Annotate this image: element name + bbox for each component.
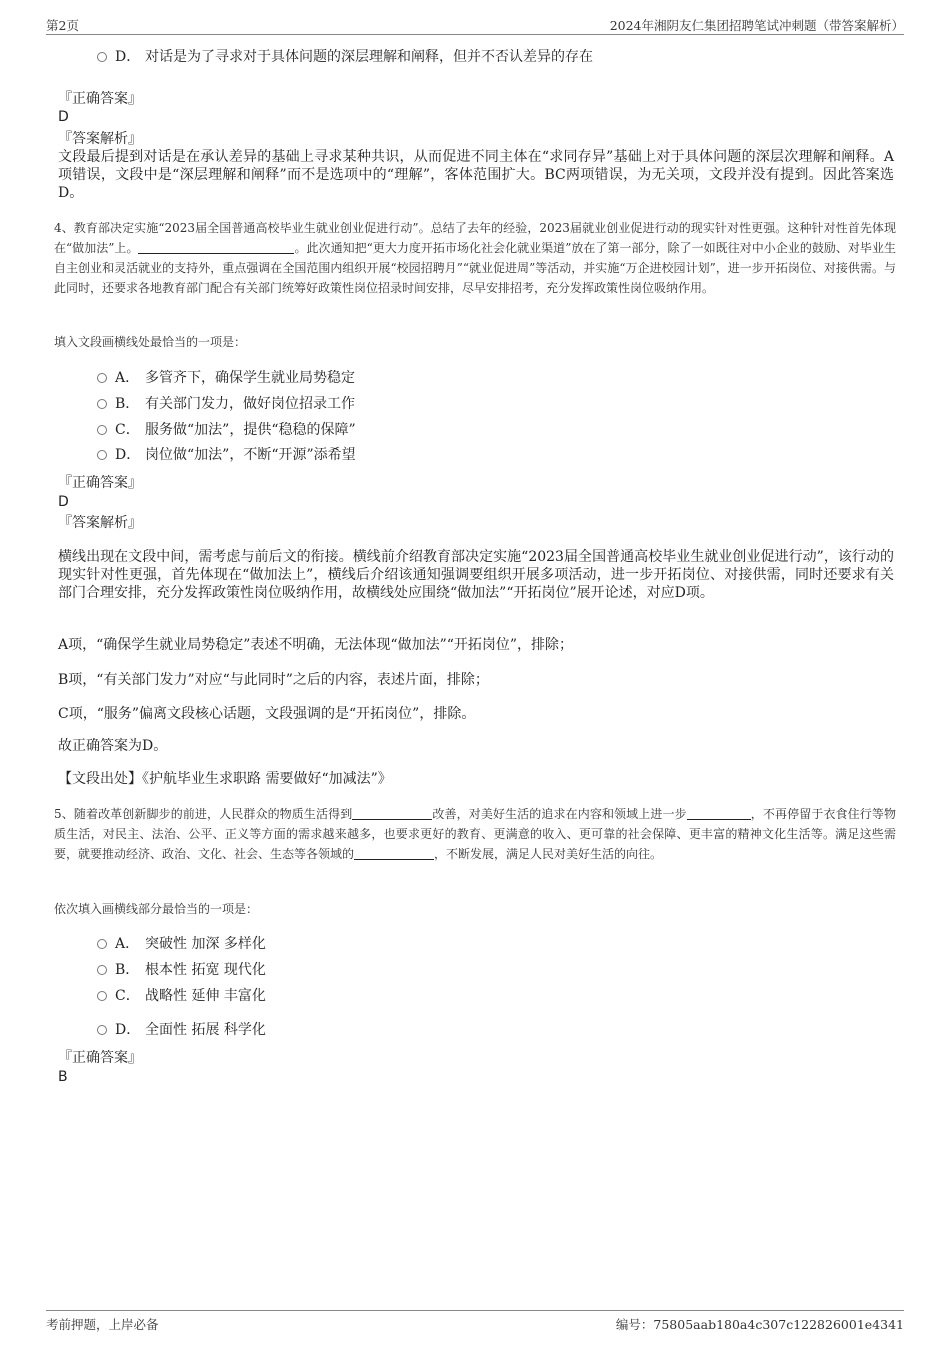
q5-option-d[interactable]: D． 全面性 拓展 科学化 xyxy=(97,1021,266,1039)
fill-blank xyxy=(138,241,294,254)
q4-stem: 4、教育部决定实施“2023届全国普通高校毕业生就业创业促进行动”。总结了去年的经验，2023届就业创业促进行动的现实针对性更强。这种针对性首先体现在“做加法”上。 。此次通知把“更大力度开拓市场化社会化就业渠道”放在了第一部分，除了一如既往对中小企业的鼓励、对毕业生自主创业和灵活就业的支持外，重点强调在全国范围内组织开展“校园招聘月”“就业促进周”等活动，并实施“万企进校园计划”，进一步开拓岗位、对接供需。与此同时，还要求各地教育部门配合有关部门统筹好政策性岗位招录时间安排，尽早安排招考，充分发挥政策性岗位吸纳作用。 xyxy=(54,221,896,295)
fill-blank xyxy=(354,847,434,860)
page-header xyxy=(46,16,904,35)
q4-answer: D xyxy=(58,494,69,510)
q4-analysis-conclusion: 故正确答案为D。 xyxy=(58,738,168,754)
q4-analysis-a: A项，“确保学生就业局势稳定”表述不明确，无法体现“做加法”“开拓岗位”，排除； xyxy=(58,637,574,653)
document-title: 2024年湘阴友仁集团招聘笔试冲刺题（带答案解析） xyxy=(609,18,904,33)
radio-icon[interactable] xyxy=(97,965,107,975)
radio-icon[interactable] xyxy=(97,399,107,409)
q5-option-b[interactable]: B． 根本性 拓宽 现代化 xyxy=(97,961,266,979)
fill-blank xyxy=(687,807,751,820)
radio-icon[interactable] xyxy=(97,425,107,435)
document-serial: 编号：75805aab180a4c307c122826001e4341 xyxy=(615,1317,904,1332)
q5-option-c[interactable]: C． 战略性 延伸 丰富化 xyxy=(97,987,266,1005)
q4-option-a[interactable]: A． 多管齐下，确保学生就业局势稳定 xyxy=(97,369,355,387)
q4-analysis-main: 横线出现在文段中间，需考虑与前后文的衔接。横线前介绍教育部决定实施“2023届全国普通高校毕业生就业创业促进行动”，该行动的现实针对性更强，首先体现在“做加法上”，横线后介绍该通知强调要组织开展多项活动，进一步开拓岗位、对接供需，同时还要求有关部门合理安排，充分发挥政策性岗位吸纳作用，故横线处应围绕“做加法”“开拓岗位”展开论述，对应D项。 xyxy=(58,549,894,601)
q4-analysis-c: C项，“服务”偏离文段核心话题，文段强调的是“开拓岗位”，排除。 xyxy=(58,706,476,722)
q4-option-d[interactable]: D． 岗位做“加法”，不断“开源”添希望 xyxy=(97,446,356,464)
radio-icon[interactable] xyxy=(97,373,107,383)
q5-stem: 5、随着改革创新脚步的前进，人民群众的物质生活得到 改善，对美好生活的追求在内容和领域上进一步 ，不再停留于衣食住行等物质生活，对民主、法治、公平、正义等方面的需求越来越多，也要求更好的教育、更满意的收入、更可靠的社会保障、更丰富的精神文化生活等。满足这些需要，就要推动经济、政治、文化、社会、生态等各领域的 ，不断发展，满足人民对美好生活的向往。 xyxy=(54,807,896,861)
q5-answer-label: 『正确答案』 xyxy=(58,1050,142,1066)
q4-answer-label: 『正确答案』 xyxy=(58,475,142,491)
q4-analysis-b: B项，“有关部门发力”对应“与此同时”之后的内容，表述片面，排除； xyxy=(58,672,489,688)
radio-icon[interactable] xyxy=(97,939,107,949)
page-number: 第2页 xyxy=(46,18,79,33)
q4-option-b[interactable]: B． 有关部门发力，做好岗位招录工作 xyxy=(97,395,355,413)
q3-analysis: 文段最后提到对话是在承认差异的基础上寻求某种共识，从而促进不同主体在“求同存异”基础上对于具体问题的深层次理解和阐释。A项错误，文段中是“深层理解和阐释”而不是选项中的“理解”，客体范围扩大。BC两项错误，为无关项，文段并没有提到。因此答案选D。 xyxy=(58,149,894,201)
q5-prompt: 依次填入画横线部分最恰当的一项是： xyxy=(54,902,259,916)
q3-option-d[interactable]: D． 对话是为了寻求对于具体问题的深层理解和阐释，但并不否认差异的存在 xyxy=(97,48,593,66)
q4-source: 【文段出处】《护航毕业生求职路 需要做好“加减法”》 xyxy=(58,771,392,787)
q5-answer: B xyxy=(58,1069,68,1085)
q4-analysis-label: 『答案解析』 xyxy=(58,515,142,531)
fill-blank xyxy=(352,807,432,820)
page-footer xyxy=(46,1310,904,1333)
q3-answer-label: 『正确答案』 xyxy=(58,91,142,107)
q3-analysis-label: 『答案解析』 xyxy=(58,131,142,147)
q4-option-c[interactable]: C． 服务做“加法”，提供“稳稳的保障” xyxy=(97,421,356,439)
q5-option-a[interactable]: A． 突破性 加深 多样化 xyxy=(97,935,266,953)
radio-icon[interactable] xyxy=(97,1025,107,1035)
radio-icon[interactable] xyxy=(97,52,107,62)
q4-prompt: 填入文段画横线处最恰当的一项是： xyxy=(54,335,247,349)
q3-answer: D xyxy=(58,109,69,125)
footer-note: 考前押题，上岸必备 xyxy=(46,1317,159,1332)
radio-icon[interactable] xyxy=(97,450,107,460)
radio-icon[interactable] xyxy=(97,991,107,1001)
